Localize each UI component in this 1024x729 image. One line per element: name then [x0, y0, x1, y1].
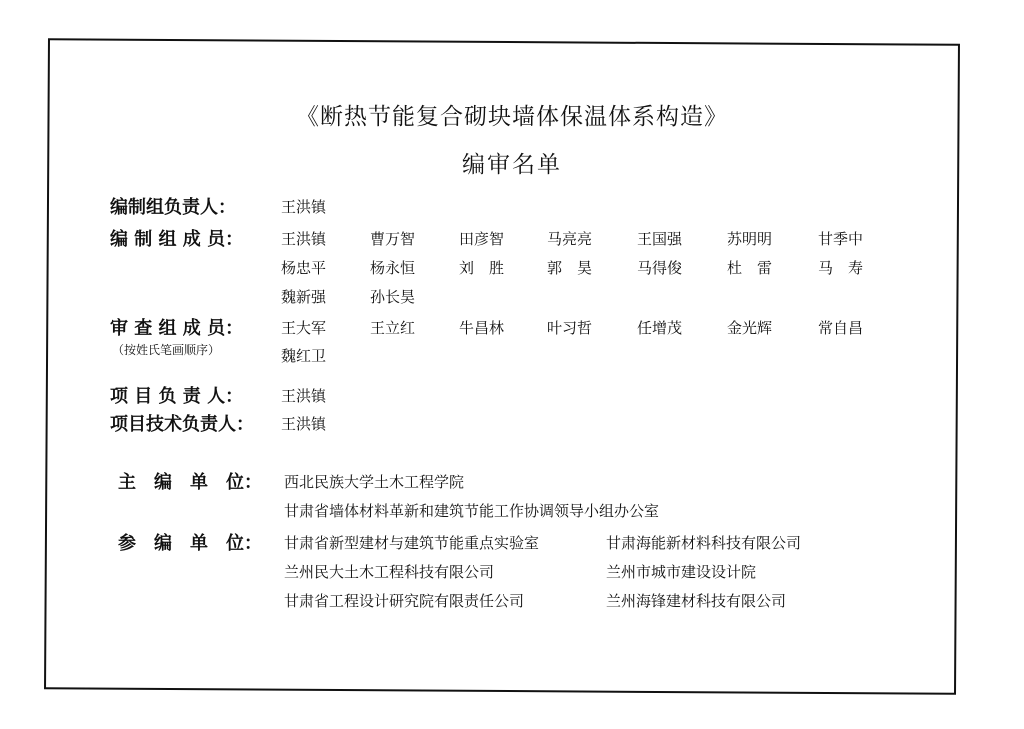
member-name: 马 寿: [818, 259, 864, 277]
member-name: 杜 雷: [727, 259, 773, 277]
chief-unit-org: 甘肃省墙体材料革新和建筑节能工作协调领导小组办公室: [284, 502, 660, 520]
participating-unit-org: 甘肃省新型建材与建筑节能重点实验室: [284, 534, 540, 552]
member-name: 王洪镇: [281, 230, 327, 248]
member-name: 杨忠平: [281, 259, 327, 277]
member-name: 马亮亮: [547, 230, 593, 248]
member-name: 杨永恒: [370, 259, 416, 277]
reviewer-name: 金光辉: [727, 319, 773, 337]
compile-head-name: 王洪镇: [281, 198, 327, 216]
member-name: 甘季中: [818, 230, 864, 248]
member-name: 孙长昊: [370, 288, 416, 306]
document-title: 《断热节能复合砌块墙体保温体系构造》: [296, 104, 728, 130]
member-name: 郭 昊: [547, 259, 593, 277]
review-members-label: 审 查 组 成 员：: [110, 318, 244, 339]
member-name: 刘 胜: [459, 259, 505, 277]
member-name: 田彦智: [459, 230, 505, 248]
reviewer-name: 常自昌: [818, 319, 864, 337]
project-head-label: 项 目 负 责 人：: [110, 386, 244, 407]
member-name: 曹万智: [370, 230, 416, 248]
project-tech-head-label: 项目技术负责人：: [110, 414, 254, 435]
reviewer-name: 牛昌林: [459, 319, 505, 337]
member-name: 王国强: [637, 230, 683, 248]
participating-unit-org: 兰州海锋建材科技有限公司: [606, 592, 787, 610]
reviewer-name: 王大军: [281, 319, 327, 337]
document-subtitle: 编审名单: [462, 152, 562, 178]
participating-unit-org: 兰州市城市建设设计院: [606, 563, 757, 581]
reviewer-name: 叶习哲: [547, 319, 593, 337]
participating-unit-org: 兰州民大土木工程科技有限公司: [284, 563, 495, 581]
review-members-order-note: （按姓氏笔画顺序）: [112, 343, 221, 357]
member-name: 马得俊: [637, 259, 683, 277]
reviewer-name: 任增茂: [637, 319, 683, 337]
compile-head-label: 编制组负责人：: [110, 197, 236, 218]
participating-unit-org: 甘肃省工程设计研究院有限责任公司: [284, 592, 525, 610]
reviewer-name: 魏红卫: [281, 347, 327, 365]
participating-unit-org: 甘肃海能新材料科技有限公司: [606, 534, 802, 552]
compile-members-label: 编 制 组 成 员：: [110, 229, 244, 250]
member-name: 魏新强: [281, 288, 327, 306]
project-head-name: 王洪镇: [281, 387, 327, 405]
member-name: 苏明明: [727, 230, 773, 248]
chief-unit-org: 西北民族大学土木工程学院: [284, 473, 465, 491]
reviewer-name: 王立红: [370, 319, 416, 337]
project-tech-head-name: 王洪镇: [281, 415, 327, 433]
chief-units-label: 主 编 单 位：: [118, 472, 262, 493]
participating-units-label: 参 编 单 位：: [118, 533, 262, 554]
